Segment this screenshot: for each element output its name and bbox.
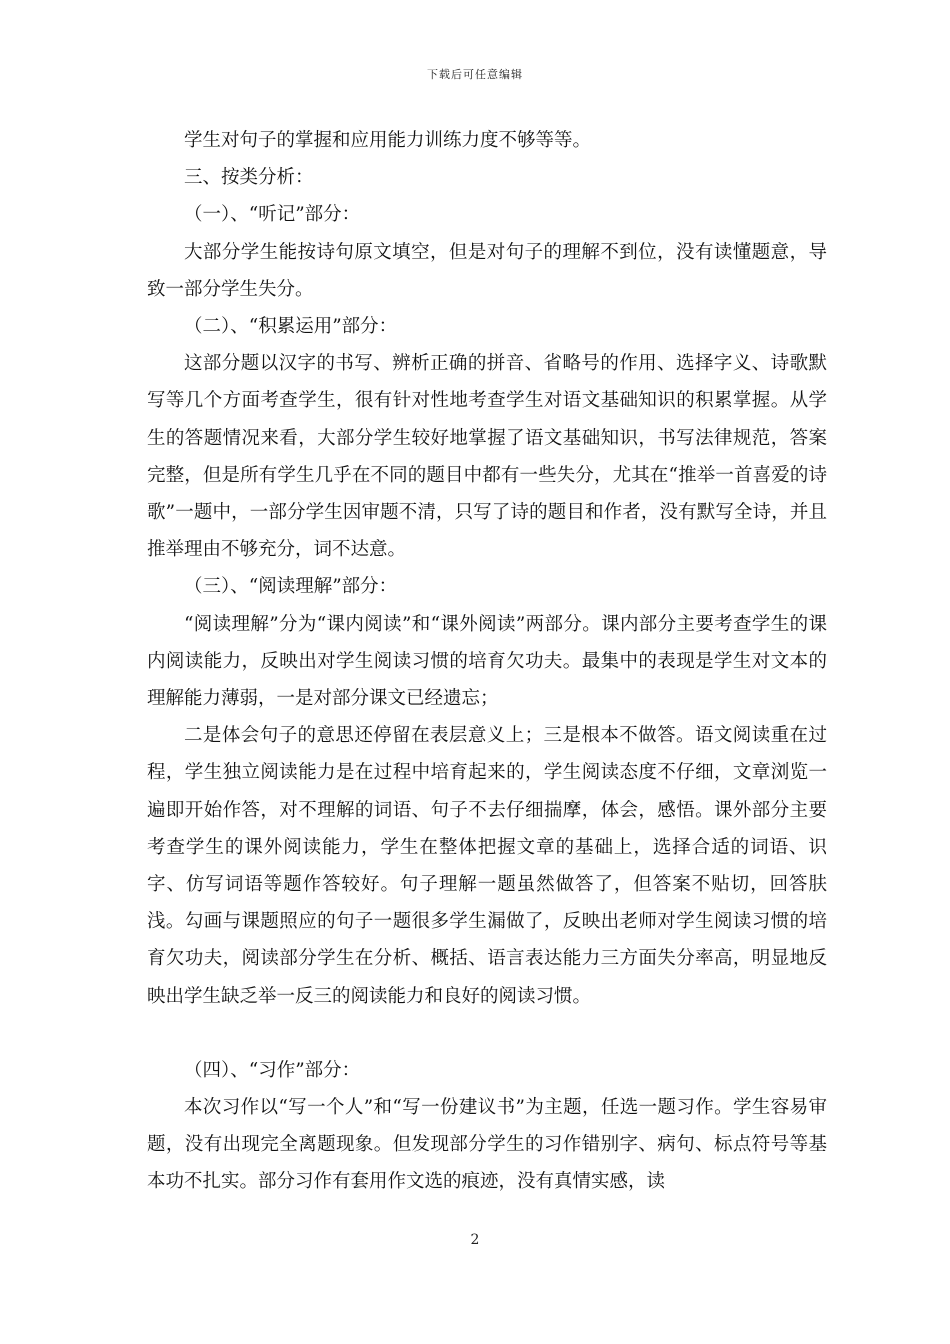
blank-line	[147, 1015, 827, 1052]
paragraph: 本次习作以“写一个人”和“写一份建议书”为主题，任选一题习作。学生容易审题，没有出现完全离题现象。但发现部分学生的习作错别字、病句、标点符号等基本功不扎实。部分习作有套用作文选的痕迹，没有真情实感，读	[147, 1097, 827, 1193]
paragraph: “阅读理解”分为“课内阅读”和“课外阅读”两部分。课内部分主要考查学生的课内阅读能力，反映出对学生阅读习惯的培育欠功夫。最集中的表现是学生对文本的理解能力薄弱，一是对部分课文已经遗忘；	[147, 613, 827, 710]
document-body	[147, 122, 827, 1201]
paragraph: 大部分学生能按诗句原文填空，但是对句子的理解不到位，没有读懂题意，导致一部分学生失分。	[147, 241, 827, 300]
page-header: 下载后可任意编辑	[427, 68, 523, 81]
subsection-heading: （三）、“阅读理解”部分：	[184, 576, 398, 598]
page-number: 2	[470, 1232, 480, 1248]
paragraph: 二是体会句子的意思还停留在表层意义上；三是根本不做答。语文阅读重在过程，学生独立阅读能力是在过程中培育起来的，学生阅读态度不仔细，文章浏览一遍即开始作答，对不理解的词语、句子不去仔细揣摩，体会，感悟。课外部分主要考查学生的课外阅读能力，学生在整体把握文章的基础上，选择合适的词语、识字、仿写词语等题作答较好。句子理解一题虽然做答了，但答案不贴切，回答肤浅。勾画与课题照应的句子一题很多学生漏做了，反映出老师对学生阅读习惯的培育欠功夫，阅读部分学生在分析、概括、语言表达能力三方面失分率高，明显地反映出学生缺乏举一反三的阅读能力和良好的阅读习惯。	[147, 725, 827, 1007]
paragraph: 学生对句子的掌握和应用能力训练力度不够等等。	[184, 130, 592, 151]
section-heading: 三、按类分析：	[184, 167, 314, 189]
subsection-heading: （一）、“听记”部分：	[184, 204, 361, 226]
subsection-heading: （四）、“习作”部分：	[184, 1059, 361, 1081]
subsection-heading: （二）、“积累运用”部分：	[184, 316, 398, 338]
paragraph: 这部分题以汉字的书写、辨析正确的拼音、省略号的作用、选择字义、诗歌默写等几个方面考查学生，很有针对性地考查学生对语文基础知识的积累掌握。从学生的答题情况来看，大部分学生较好地掌握了语文基础知识，书写法律规范，答案完整，但是所有学生几乎在不同的题目中都有一些失分，尤其在“推举一首喜爱的诗歌”一题中，一部分学生因审题不清，只写了诗的题目和作者，没有默写全诗，并且推举理由不够充分，词不达意。	[147, 353, 827, 561]
